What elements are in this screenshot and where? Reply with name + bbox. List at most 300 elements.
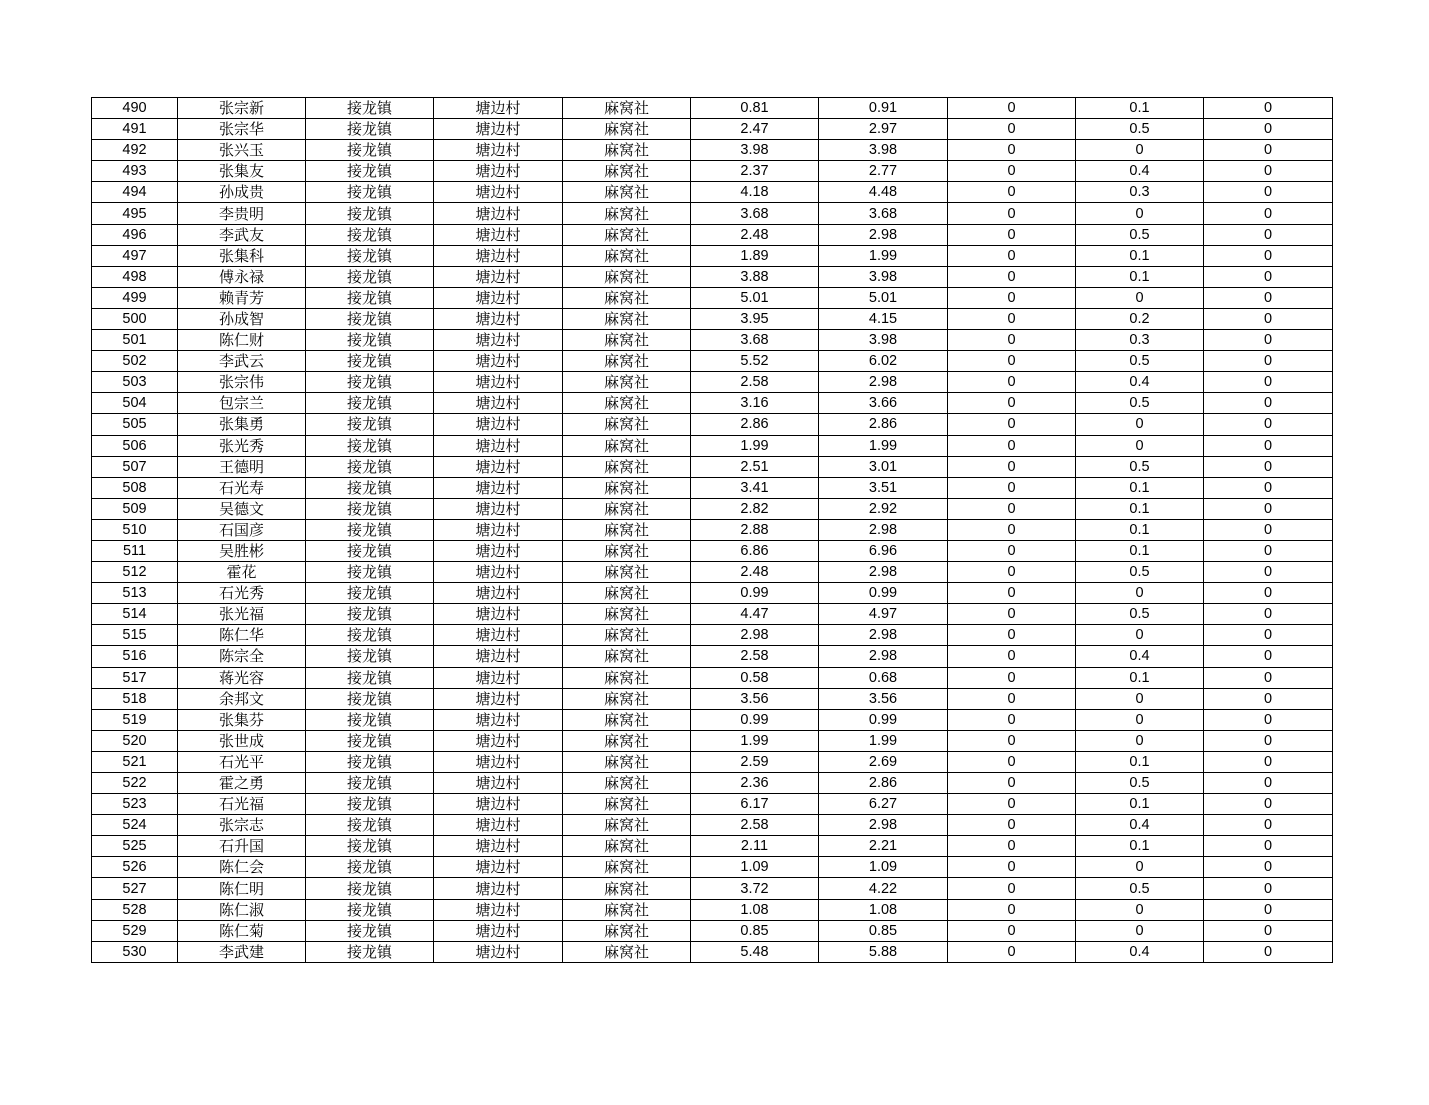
name-cell: 石光秀 <box>178 583 306 604</box>
group-cell: 麻窝社 <box>563 140 691 161</box>
village-cell: 塘边村 <box>434 857 563 878</box>
value-a-cell: 2.37 <box>691 161 819 182</box>
town-cell: 接龙镇 <box>306 435 434 456</box>
value-d-cell: 0 <box>1076 583 1204 604</box>
row-index-cell: 502 <box>92 351 178 372</box>
name-cell: 吴德文 <box>178 498 306 519</box>
value-d-cell: 0.1 <box>1076 498 1204 519</box>
table-row <box>92 941 1333 962</box>
village-cell: 塘边村 <box>434 456 563 477</box>
value-d-cell: 0 <box>1076 140 1204 161</box>
value-c-cell: 0 <box>948 456 1076 477</box>
value-d-cell: 0 <box>1076 203 1204 224</box>
value-a-cell: 3.88 <box>691 266 819 287</box>
table-row <box>92 182 1333 203</box>
value-c-cell: 0 <box>948 878 1076 899</box>
town-cell: 接龙镇 <box>306 773 434 794</box>
name-cell: 张集科 <box>178 245 306 266</box>
value-e-cell: 0 <box>1204 477 1333 498</box>
value-e-cell: 0 <box>1204 287 1333 308</box>
name-cell: 李武建 <box>178 941 306 962</box>
value-c-cell: 0 <box>948 182 1076 203</box>
value-c-cell: 0 <box>948 583 1076 604</box>
village-cell: 塘边村 <box>434 182 563 203</box>
value-b-cell: 0.91 <box>819 98 948 119</box>
value-d-cell: 0.5 <box>1076 562 1204 583</box>
name-cell: 王德明 <box>178 456 306 477</box>
value-d-cell: 0.5 <box>1076 119 1204 140</box>
value-a-cell: 3.98 <box>691 140 819 161</box>
name-cell: 陈宗全 <box>178 646 306 667</box>
village-cell: 塘边村 <box>434 709 563 730</box>
group-cell: 麻窝社 <box>563 815 691 836</box>
table-row <box>92 308 1333 329</box>
table-row <box>92 751 1333 772</box>
village-cell: 塘边村 <box>434 224 563 245</box>
value-a-cell: 2.88 <box>691 519 819 540</box>
town-cell: 接龙镇 <box>306 583 434 604</box>
row-index-cell: 504 <box>92 393 178 414</box>
row-index-cell: 496 <box>92 224 178 245</box>
value-d-cell: 0.2 <box>1076 308 1204 329</box>
value-d-cell: 0 <box>1076 709 1204 730</box>
row-index-cell: 495 <box>92 203 178 224</box>
value-d-cell: 0 <box>1076 435 1204 456</box>
value-e-cell: 0 <box>1204 540 1333 561</box>
group-cell: 麻窝社 <box>563 414 691 435</box>
name-cell: 张宗华 <box>178 119 306 140</box>
village-cell: 塘边村 <box>434 730 563 751</box>
value-b-cell: 2.86 <box>819 773 948 794</box>
group-cell: 麻窝社 <box>563 751 691 772</box>
village-cell: 塘边村 <box>434 477 563 498</box>
value-e-cell: 0 <box>1204 161 1333 182</box>
name-cell: 吴胜彬 <box>178 540 306 561</box>
town-cell: 接龙镇 <box>306 920 434 941</box>
value-e-cell: 0 <box>1204 604 1333 625</box>
group-cell: 麻窝社 <box>563 224 691 245</box>
group-cell: 麻窝社 <box>563 351 691 372</box>
group-cell: 麻窝社 <box>563 941 691 962</box>
name-cell: 孙成贵 <box>178 182 306 203</box>
value-b-cell: 2.77 <box>819 161 948 182</box>
value-c-cell: 0 <box>948 140 1076 161</box>
value-b-cell: 3.98 <box>819 266 948 287</box>
table-row <box>92 245 1333 266</box>
row-index-cell: 503 <box>92 372 178 393</box>
town-cell: 接龙镇 <box>306 519 434 540</box>
table-row <box>92 815 1333 836</box>
village-cell: 塘边村 <box>434 245 563 266</box>
group-cell: 麻窝社 <box>563 540 691 561</box>
group-cell: 麻窝社 <box>563 667 691 688</box>
town-cell: 接龙镇 <box>306 351 434 372</box>
group-cell: 麻窝社 <box>563 794 691 815</box>
town-cell: 接龙镇 <box>306 836 434 857</box>
value-a-cell: 2.82 <box>691 498 819 519</box>
town-cell: 接龙镇 <box>306 815 434 836</box>
value-e-cell: 0 <box>1204 751 1333 772</box>
group-cell: 麻窝社 <box>563 330 691 351</box>
name-cell: 傅永禄 <box>178 266 306 287</box>
town-cell: 接龙镇 <box>306 140 434 161</box>
value-c-cell: 0 <box>948 751 1076 772</box>
value-e-cell: 0 <box>1204 646 1333 667</box>
town-cell: 接龙镇 <box>306 119 434 140</box>
value-a-cell: 4.47 <box>691 604 819 625</box>
group-cell: 麻窝社 <box>563 245 691 266</box>
value-e-cell: 0 <box>1204 625 1333 646</box>
value-b-cell: 2.86 <box>819 414 948 435</box>
town-cell: 接龙镇 <box>306 182 434 203</box>
row-index-cell: 524 <box>92 815 178 836</box>
group-cell: 麻窝社 <box>563 836 691 857</box>
row-index-cell: 498 <box>92 266 178 287</box>
town-cell: 接龙镇 <box>306 646 434 667</box>
row-index-cell: 520 <box>92 730 178 751</box>
value-e-cell: 0 <box>1204 583 1333 604</box>
table-row <box>92 562 1333 583</box>
row-index-cell: 508 <box>92 477 178 498</box>
value-a-cell: 3.41 <box>691 477 819 498</box>
value-e-cell: 0 <box>1204 519 1333 540</box>
town-cell: 接龙镇 <box>306 688 434 709</box>
town-cell: 接龙镇 <box>306 456 434 477</box>
row-index-cell: 515 <box>92 625 178 646</box>
value-c-cell: 0 <box>948 815 1076 836</box>
value-e-cell: 0 <box>1204 836 1333 857</box>
row-index-cell: 529 <box>92 920 178 941</box>
value-d-cell: 0.1 <box>1076 477 1204 498</box>
village-cell: 塘边村 <box>434 119 563 140</box>
village-cell: 塘边村 <box>434 161 563 182</box>
value-c-cell: 0 <box>948 730 1076 751</box>
village-cell: 塘边村 <box>434 667 563 688</box>
table-row <box>92 540 1333 561</box>
value-a-cell: 2.58 <box>691 372 819 393</box>
name-cell: 张宗志 <box>178 815 306 836</box>
value-a-cell: 0.58 <box>691 667 819 688</box>
village-cell: 塘边村 <box>434 498 563 519</box>
name-cell: 张世成 <box>178 730 306 751</box>
data-table <box>91 97 1333 963</box>
value-e-cell: 0 <box>1204 372 1333 393</box>
town-cell: 接龙镇 <box>306 857 434 878</box>
value-e-cell: 0 <box>1204 182 1333 203</box>
value-d-cell: 0 <box>1076 287 1204 308</box>
row-index-cell: 527 <box>92 878 178 899</box>
value-d-cell: 0 <box>1076 414 1204 435</box>
town-cell: 接龙镇 <box>306 667 434 688</box>
value-b-cell: 2.98 <box>819 815 948 836</box>
value-a-cell: 3.68 <box>691 203 819 224</box>
table-row <box>92 287 1333 308</box>
value-e-cell: 0 <box>1204 773 1333 794</box>
village-cell: 塘边村 <box>434 98 563 119</box>
table-row <box>92 477 1333 498</box>
town-cell: 接龙镇 <box>306 498 434 519</box>
value-a-cell: 2.11 <box>691 836 819 857</box>
group-cell: 麻窝社 <box>563 98 691 119</box>
value-c-cell: 0 <box>948 372 1076 393</box>
value-c-cell: 0 <box>948 836 1076 857</box>
value-a-cell: 3.72 <box>691 878 819 899</box>
town-cell: 接龙镇 <box>306 709 434 730</box>
value-c-cell: 0 <box>948 98 1076 119</box>
value-c-cell: 0 <box>948 245 1076 266</box>
value-b-cell: 2.98 <box>819 625 948 646</box>
value-c-cell: 0 <box>948 266 1076 287</box>
value-d-cell: 0.1 <box>1076 794 1204 815</box>
table-row <box>92 351 1333 372</box>
group-cell: 麻窝社 <box>563 709 691 730</box>
table-row <box>92 794 1333 815</box>
value-b-cell: 1.99 <box>819 245 948 266</box>
village-cell: 塘边村 <box>434 646 563 667</box>
value-c-cell: 0 <box>948 688 1076 709</box>
value-d-cell: 0.1 <box>1076 98 1204 119</box>
name-cell: 张集勇 <box>178 414 306 435</box>
value-e-cell: 0 <box>1204 393 1333 414</box>
value-d-cell: 0.4 <box>1076 815 1204 836</box>
value-b-cell: 3.01 <box>819 456 948 477</box>
village-cell: 塘边村 <box>434 836 563 857</box>
value-a-cell: 4.18 <box>691 182 819 203</box>
name-cell: 霍之勇 <box>178 773 306 794</box>
value-b-cell: 2.69 <box>819 751 948 772</box>
row-index-cell: 509 <box>92 498 178 519</box>
village-cell: 塘边村 <box>434 920 563 941</box>
town-cell: 接龙镇 <box>306 794 434 815</box>
value-b-cell: 1.99 <box>819 730 948 751</box>
value-a-cell: 2.47 <box>691 119 819 140</box>
town-cell: 接龙镇 <box>306 414 434 435</box>
value-a-cell: 2.48 <box>691 562 819 583</box>
row-index-cell: 491 <box>92 119 178 140</box>
row-index-cell: 501 <box>92 330 178 351</box>
value-e-cell: 0 <box>1204 794 1333 815</box>
town-cell: 接龙镇 <box>306 941 434 962</box>
table-row <box>92 836 1333 857</box>
value-d-cell: 0 <box>1076 730 1204 751</box>
table-row <box>92 899 1333 920</box>
town-cell: 接龙镇 <box>306 98 434 119</box>
village-cell: 塘边村 <box>434 604 563 625</box>
name-cell: 孙成智 <box>178 308 306 329</box>
table-row <box>92 203 1333 224</box>
value-a-cell: 2.59 <box>691 751 819 772</box>
value-b-cell: 2.98 <box>819 372 948 393</box>
row-index-cell: 511 <box>92 540 178 561</box>
town-cell: 接龙镇 <box>306 161 434 182</box>
value-c-cell: 0 <box>948 646 1076 667</box>
row-index-cell: 516 <box>92 646 178 667</box>
name-cell: 李贵明 <box>178 203 306 224</box>
value-a-cell: 2.48 <box>691 224 819 245</box>
value-b-cell: 0.68 <box>819 667 948 688</box>
group-cell: 麻窝社 <box>563 477 691 498</box>
value-e-cell: 0 <box>1204 667 1333 688</box>
village-cell: 塘边村 <box>434 519 563 540</box>
value-e-cell: 0 <box>1204 351 1333 372</box>
village-cell: 塘边村 <box>434 540 563 561</box>
value-b-cell: 2.98 <box>819 562 948 583</box>
group-cell: 麻窝社 <box>563 519 691 540</box>
table-row <box>92 519 1333 540</box>
town-cell: 接龙镇 <box>306 562 434 583</box>
group-cell: 麻窝社 <box>563 562 691 583</box>
value-c-cell: 0 <box>948 667 1076 688</box>
village-cell: 塘边村 <box>434 773 563 794</box>
table-row <box>92 224 1333 245</box>
value-d-cell: 0.5 <box>1076 224 1204 245</box>
group-cell: 麻窝社 <box>563 266 691 287</box>
town-cell: 接龙镇 <box>306 245 434 266</box>
table-row <box>92 709 1333 730</box>
value-a-cell: 3.68 <box>691 330 819 351</box>
value-a-cell: 2.51 <box>691 456 819 477</box>
value-d-cell: 0.1 <box>1076 266 1204 287</box>
value-c-cell: 0 <box>948 498 1076 519</box>
value-b-cell: 4.15 <box>819 308 948 329</box>
value-b-cell: 2.21 <box>819 836 948 857</box>
value-d-cell: 0.4 <box>1076 372 1204 393</box>
table-row <box>92 98 1333 119</box>
value-b-cell: 5.01 <box>819 287 948 308</box>
value-c-cell: 0 <box>948 604 1076 625</box>
row-index-cell: 518 <box>92 688 178 709</box>
village-cell: 塘边村 <box>434 899 563 920</box>
value-e-cell: 0 <box>1204 245 1333 266</box>
table-row <box>92 920 1333 941</box>
row-index-cell: 513 <box>92 583 178 604</box>
value-c-cell: 0 <box>948 308 1076 329</box>
value-a-cell: 2.58 <box>691 646 819 667</box>
village-cell: 塘边村 <box>434 562 563 583</box>
value-a-cell: 3.95 <box>691 308 819 329</box>
name-cell: 石升国 <box>178 836 306 857</box>
village-cell: 塘边村 <box>434 351 563 372</box>
name-cell: 陈仁会 <box>178 857 306 878</box>
group-cell: 麻窝社 <box>563 308 691 329</box>
town-cell: 接龙镇 <box>306 751 434 772</box>
town-cell: 接龙镇 <box>306 878 434 899</box>
village-cell: 塘边村 <box>434 815 563 836</box>
value-e-cell: 0 <box>1204 878 1333 899</box>
row-index-cell: 526 <box>92 857 178 878</box>
value-d-cell: 0.5 <box>1076 456 1204 477</box>
row-index-cell: 517 <box>92 667 178 688</box>
town-cell: 接龙镇 <box>306 625 434 646</box>
value-a-cell: 2.86 <box>691 414 819 435</box>
table-row <box>92 266 1333 287</box>
value-d-cell: 0.1 <box>1076 667 1204 688</box>
row-index-cell: 528 <box>92 899 178 920</box>
name-cell: 张光秀 <box>178 435 306 456</box>
name-cell: 陈仁明 <box>178 878 306 899</box>
town-cell: 接龙镇 <box>306 372 434 393</box>
value-c-cell: 0 <box>948 709 1076 730</box>
value-c-cell: 0 <box>948 477 1076 498</box>
value-d-cell: 0 <box>1076 857 1204 878</box>
name-cell: 张集友 <box>178 161 306 182</box>
value-a-cell: 6.17 <box>691 794 819 815</box>
group-cell: 麻窝社 <box>563 625 691 646</box>
group-cell: 麻窝社 <box>563 878 691 899</box>
value-b-cell: 3.68 <box>819 203 948 224</box>
town-cell: 接龙镇 <box>306 330 434 351</box>
value-c-cell: 0 <box>948 625 1076 646</box>
name-cell: 石光寿 <box>178 477 306 498</box>
value-d-cell: 0.5 <box>1076 604 1204 625</box>
value-c-cell: 0 <box>948 414 1076 435</box>
row-index-cell: 490 <box>92 98 178 119</box>
value-b-cell: 0.85 <box>819 920 948 941</box>
value-b-cell: 0.99 <box>819 583 948 604</box>
table-row <box>92 498 1333 519</box>
value-a-cell: 3.56 <box>691 688 819 709</box>
value-b-cell: 3.51 <box>819 477 948 498</box>
town-cell: 接龙镇 <box>306 540 434 561</box>
row-index-cell: 497 <box>92 245 178 266</box>
town-cell: 接龙镇 <box>306 899 434 920</box>
table-body <box>92 98 1333 963</box>
village-cell: 塘边村 <box>434 330 563 351</box>
village-cell: 塘边村 <box>434 308 563 329</box>
group-cell: 麻窝社 <box>563 182 691 203</box>
table-row <box>92 435 1333 456</box>
value-d-cell: 0.5 <box>1076 878 1204 899</box>
value-c-cell: 0 <box>948 540 1076 561</box>
table-row <box>92 140 1333 161</box>
village-cell: 塘边村 <box>434 435 563 456</box>
table-row <box>92 372 1333 393</box>
name-cell: 蒋光容 <box>178 667 306 688</box>
row-index-cell: 499 <box>92 287 178 308</box>
group-cell: 麻窝社 <box>563 372 691 393</box>
name-cell: 石光平 <box>178 751 306 772</box>
value-c-cell: 0 <box>948 773 1076 794</box>
value-e-cell: 0 <box>1204 562 1333 583</box>
value-b-cell: 0.99 <box>819 709 948 730</box>
village-cell: 塘边村 <box>434 794 563 815</box>
group-cell: 麻窝社 <box>563 899 691 920</box>
value-b-cell: 5.88 <box>819 941 948 962</box>
table-row <box>92 730 1333 751</box>
value-e-cell: 0 <box>1204 941 1333 962</box>
name-cell: 张宗新 <box>178 98 306 119</box>
village-cell: 塘边村 <box>434 878 563 899</box>
name-cell: 陈仁菊 <box>178 920 306 941</box>
value-e-cell: 0 <box>1204 308 1333 329</box>
table-row <box>92 161 1333 182</box>
town-cell: 接龙镇 <box>306 287 434 308</box>
name-cell: 赖青芳 <box>178 287 306 308</box>
value-d-cell: 0 <box>1076 920 1204 941</box>
value-b-cell: 2.98 <box>819 224 948 245</box>
table-row <box>92 604 1333 625</box>
name-cell: 陈仁淑 <box>178 899 306 920</box>
table-row <box>92 688 1333 709</box>
group-cell: 麻窝社 <box>563 646 691 667</box>
row-index-cell: 493 <box>92 161 178 182</box>
value-a-cell: 0.99 <box>691 583 819 604</box>
table-row <box>92 456 1333 477</box>
value-c-cell: 0 <box>948 519 1076 540</box>
value-e-cell: 0 <box>1204 224 1333 245</box>
name-cell: 李武友 <box>178 224 306 245</box>
group-cell: 麻窝社 <box>563 456 691 477</box>
